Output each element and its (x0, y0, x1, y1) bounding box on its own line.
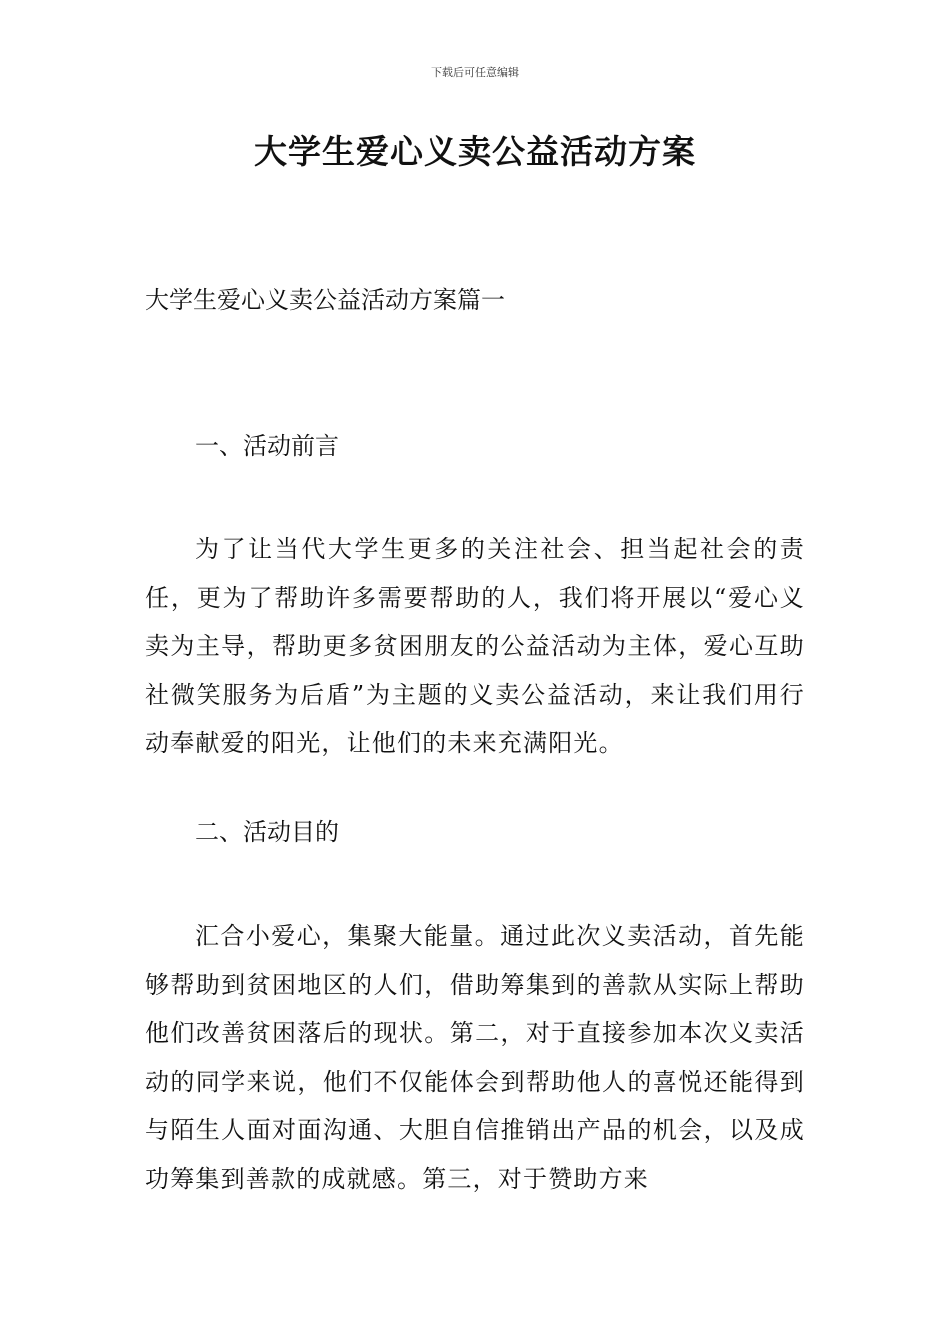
header-note: 下载后可任意编辑 (431, 66, 519, 79)
document-title: 大学生爱心义卖公益活动方案 (254, 132, 696, 171)
document-subtitle: 大学生爱心义卖公益活动方案篇一 (145, 286, 505, 314)
paragraph-purpose: 汇合小爱心，集聚大能量。通过此次义卖活动，首先能够帮助到贫困地区的人们，借助筹集到的善款从实际上帮助他们改善贫困落后的现状。第二，对于直接参加本次义卖活动的同学来说，他们不仅能体会到帮助他人的喜悦还能得到与陌生人面对面沟通、大胆自信推销出产品的机会，以及成功筹集到善款的成就感。第三，对于赞助方来 (145, 922, 805, 1193)
section-heading-foreword: 一、活动前言 (195, 432, 339, 460)
paragraph-foreword: 为了让当代大学生更多的关注社会、担当起社会的责任，更为了帮助许多需要帮助的人，我们将开展以“爱心义卖为主导，帮助更多贫困朋友的公益活动为主体，爱心互助社微笑服务为后盾”为主题的义卖公益活动，来让我们用行动奉献爱的阳光，让他们的未来充满阳光。 (145, 535, 805, 758)
section-heading-purpose: 二、活动目的 (195, 818, 339, 846)
